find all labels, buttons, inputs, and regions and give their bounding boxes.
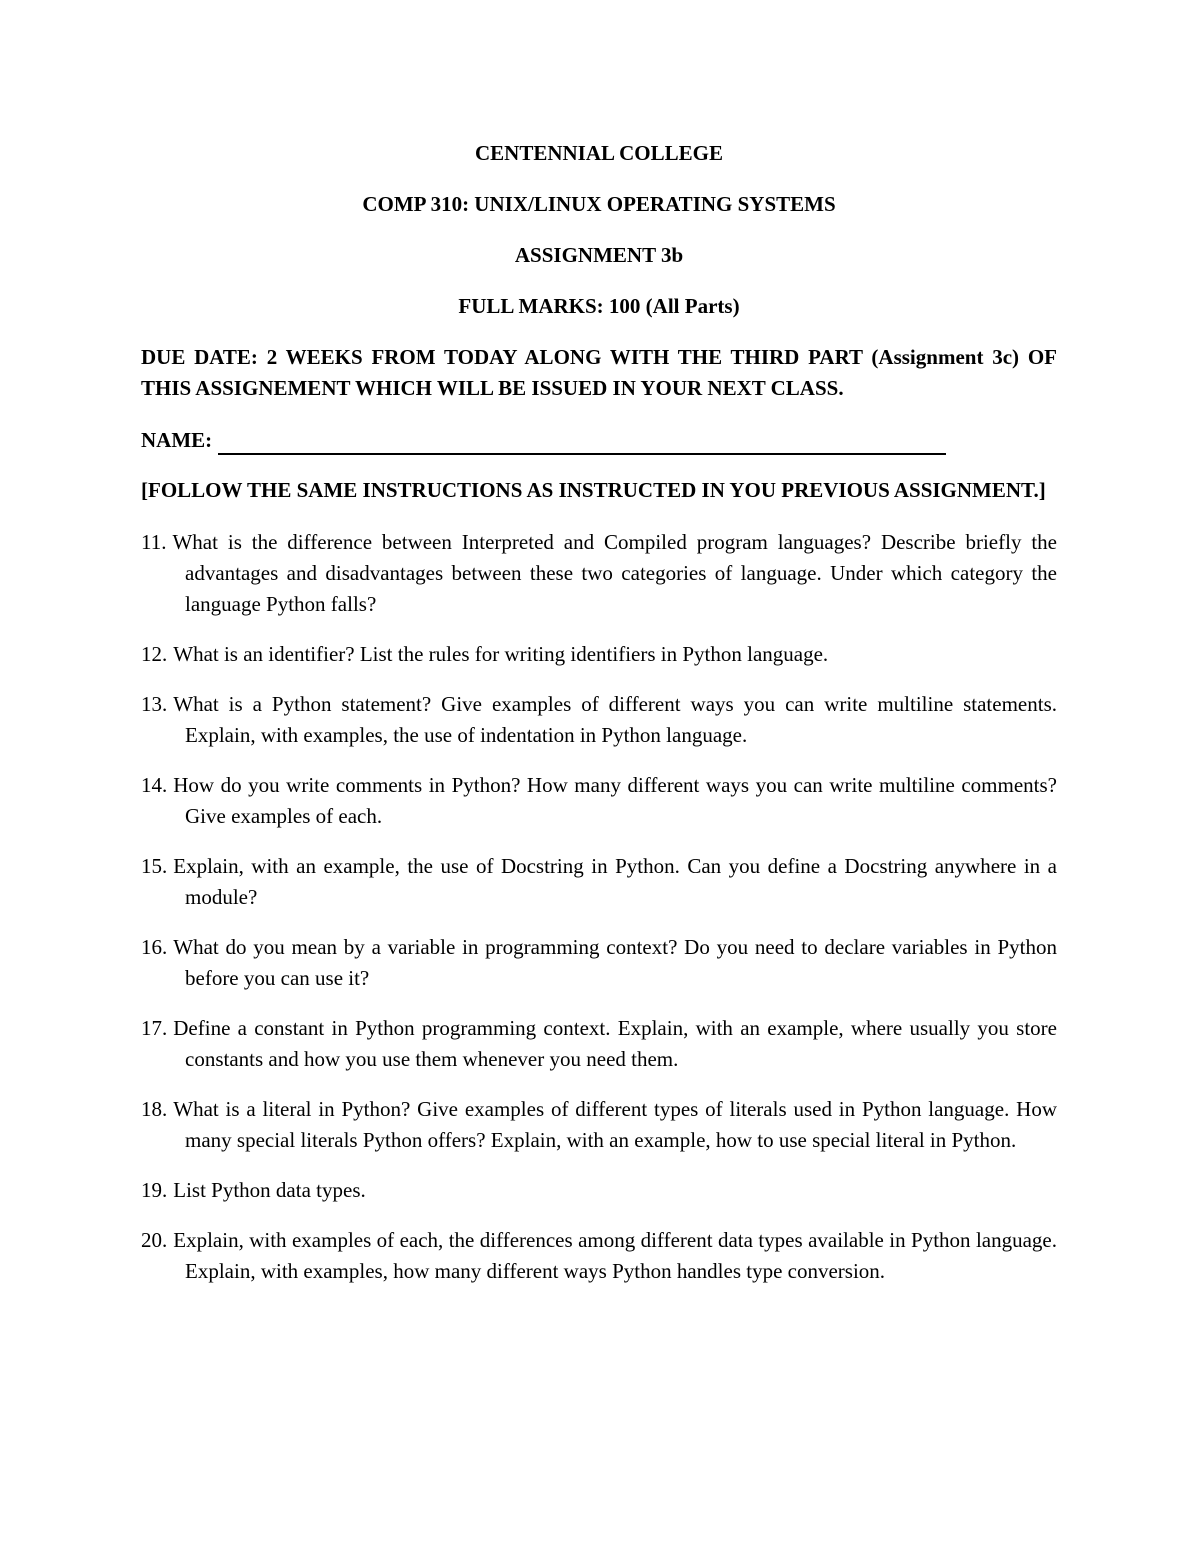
question-text: What is the difference between Interpreted and Compiled program languages? Describe briefly the advantages and disadvantages between these two categories of language. Under which category the language Python falls?: [172, 530, 1057, 616]
question-list: [141, 527, 1057, 1287]
name-label: NAME:: [141, 428, 213, 452]
question-number: 15.: [141, 854, 168, 878]
assignment-title: ASSIGNMENT 3b: [514, 243, 684, 267]
question-text: Define a constant in Python programming context. Explain, with an example, where usually you store constants and how you use them whenever you need them.: [173, 1016, 1057, 1071]
name-blank-line[interactable]: [218, 431, 946, 455]
question-13: [141, 689, 1057, 751]
question-17: [141, 1013, 1057, 1075]
question-number: 19.: [141, 1178, 168, 1202]
question-18: [141, 1094, 1057, 1156]
question-number: 13.: [141, 692, 168, 716]
document-page: [141, 138, 1057, 1306]
question-number: 18.: [141, 1097, 168, 1121]
question-19: [141, 1175, 1057, 1206]
question-text: Explain, with an example, the use of Docstring in Python. Can you define a Docstring anywhere in a module?: [173, 854, 1057, 909]
question-text: What do you mean by a variable in programming context? Do you need to declare variables in Python before you can use it?: [173, 935, 1057, 990]
question-text: What is a Python statement? Give examples of different ways you can write multiline statements. Explain, with examples, the use of indentation in Python language.: [173, 692, 1057, 747]
full-marks: FULL MARKS: 100 (All Parts): [458, 294, 740, 318]
question-text: List Python data types.: [173, 1178, 366, 1202]
question-12: [141, 639, 1057, 670]
question-number: 14.: [141, 773, 168, 797]
question-20: [141, 1225, 1057, 1287]
question-number: 17.: [141, 1016, 168, 1040]
instructions: [FOLLOW THE SAME INSTRUCTIONS AS INSTRUCTED IN YOU PREVIOUS ASSIGNMENT.]: [141, 478, 1046, 502]
question-text: How do you write comments in Python? How many different ways you can write multiline comments? Give examples of each.: [173, 773, 1057, 828]
question-15: [141, 851, 1057, 913]
due-date: DUE DATE: 2 WEEKS FROM TODAY ALONG WITH THE THIRD PART (Assignment 3c) OF THIS ASSIGNEMENT WHICH WILL BE ISSUED IN YOUR NEXT CLASS.: [141, 345, 1057, 400]
question-16: [141, 932, 1057, 994]
question-number: 16.: [141, 935, 168, 959]
college-title: CENTENNIAL COLLEGE: [475, 141, 723, 165]
question-11: [141, 527, 1057, 620]
question-number: 11.: [141, 530, 167, 554]
question-number: 12.: [141, 642, 168, 666]
question-number: 20.: [141, 1228, 168, 1252]
question-text: Explain, with examples of each, the differences among different data types available in Python language. Explain, with examples, how many different ways Python handles type conversion.: [173, 1228, 1057, 1283]
question-text: What is a literal in Python? Give examples of different types of literals used in Python language. How many special literals Python offers? Explain, with an example, how to use special literal in Python.: [173, 1097, 1057, 1152]
course-title: COMP 310: UNIX/LINUX OPERATING SYSTEMS: [362, 192, 836, 216]
name-row: [141, 425, 1057, 455]
question-14: [141, 770, 1057, 832]
question-text: What is an identifier? List the rules for writing identifiers in Python language.: [173, 642, 829, 666]
